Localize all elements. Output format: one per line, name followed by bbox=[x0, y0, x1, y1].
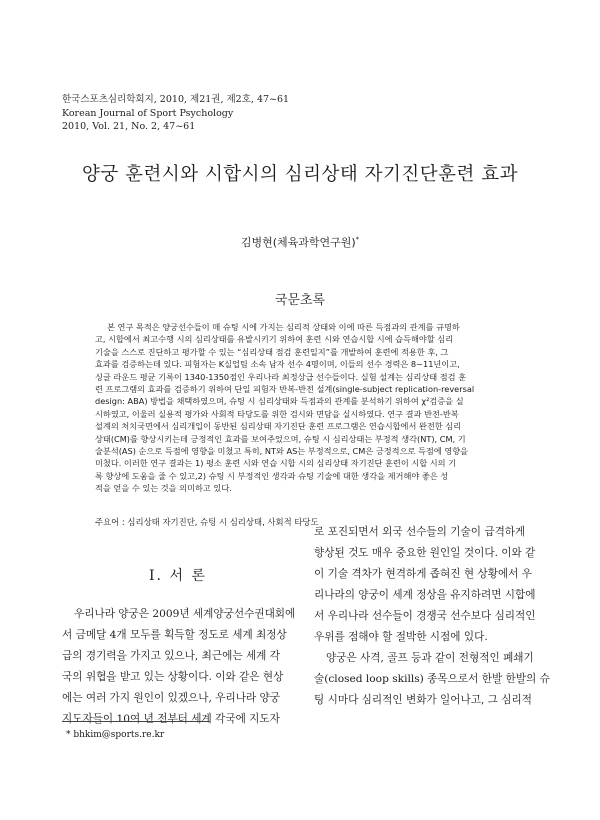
body-text-line: 로 포진되면서 외국 선수들의 기술이 급격하게 bbox=[314, 526, 526, 538]
abstract-body bbox=[95, 321, 510, 495]
body-text-line: 급의 경기력을 가지고 있으나, 최근에는 세계 각 bbox=[62, 650, 281, 662]
body-text-line: 술(closed loop skills) 종목으로서 한발 한발의 슈 bbox=[314, 673, 550, 685]
section-heading-introduction: Ⅰ. 서 론 bbox=[149, 568, 207, 584]
body-text-line: 지도자들이 10여 년 전부터 세계 각국에 지도자 bbox=[62, 713, 280, 725]
abstract-line: 상태(CM)를 향상시키는데 긍정적인 효과를 보여주었으며, 슈팅 시 심리상태는 부정적 생각(NT), CM, 기 bbox=[95, 433, 466, 444]
abstract-line: 고, 시합에서 최고수행 시의 심리상태를 유발시키기 위하여 훈련 시와 연습시합 시에 습득해야할 심리 bbox=[95, 334, 454, 345]
body-text-line: 리나라의 양궁이 세계 정상을 유지하려면 시합에 bbox=[314, 589, 536, 601]
abstract-line: 설계의 처치국면에서 심리개입이 동반된 심리상태 자기진단 훈련 프로그램은 연습시합에서 완전한 심리 bbox=[95, 421, 462, 432]
author-line bbox=[0, 234, 600, 250]
footnote-email: * bhkim@sports.re.kr bbox=[66, 730, 165, 740]
abstract-heading: 국문초록 bbox=[274, 293, 326, 308]
abstract-line: 련 프로그램의 효과를 검증하기 위하여 단일 피험자 반복-반전 설계(single-subject replication-reversal bbox=[95, 384, 475, 395]
body-text-line: 팅 시마다 심리적인 변화가 일어나고, 그 심리적 bbox=[314, 694, 533, 706]
body-text-line: 에는 여러 가지 원인이 있겠으나, 우리나라 양궁 bbox=[62, 692, 281, 704]
body-text-line: 양궁은 사격, 골프 등과 같이 전형적인 폐쇄기 bbox=[326, 652, 534, 664]
author-name: 김병현(체육과학연구원) bbox=[240, 236, 356, 249]
abstract-line: 본 연구 목적은 양궁선수들이 매 슈팅 시에 가지는 심리적 상태와 이에 따른 득점과의 관계를 규명하 bbox=[107, 322, 460, 332]
body-text-line: 향상된 것도 매우 중요한 원인일 것이다. 이와 같 bbox=[314, 547, 536, 559]
abstract-line: 시하였고, 이울러 실용적 평가와 사회적 타당도를 위한 검시와 면담을 실시하였다. 연구 결과 반전-반복 bbox=[95, 408, 459, 419]
body-text-line: 서 우리나라 선수들이 경쟁국 선수보다 심리적인 bbox=[314, 610, 536, 622]
abstract-line: 미쳤다. 이러한 연구 결과는 1) 평소 훈련 시와 연습 시합 시의 심리상태 자기진단 훈련이 시합 시의 기 bbox=[95, 458, 457, 469]
abstract-line: design: ABA) 방법을 채택하였으며, 슈팅 시 심리상태와 득점과의 관계를 분석하기 위하여 χ²검증을 실 bbox=[95, 396, 464, 407]
body-text-line: 이 기술 격차가 현격하게 좁혀진 현 상황에서 우 bbox=[314, 568, 533, 580]
body-text-line: 우리나라 양궁은 2009년 세계양궁선수권대회에 bbox=[74, 608, 296, 620]
keywords: 주요어 : 심리상태 자기진단, 슈팅 시 심리상태, 사회적 타당도 bbox=[95, 517, 319, 527]
journal-info bbox=[62, 93, 289, 134]
footnote-divider bbox=[62, 721, 210, 722]
abstract-line: 록 향상에 도움을 줄 수 있고,2) 슈팅 시 부정적인 생각과 슈팅 기술에 대한 생각을 제거해야 좋은 성 bbox=[95, 470, 449, 481]
journal-citation-korean: 한국스포츠심리학회지, 2010, 제21권, 제2호, 47~61 bbox=[62, 94, 290, 105]
abstract-line: 적을 얻을 수 있는 것을 의미하고 있다. bbox=[95, 483, 232, 494]
journal-name-english: Korean Journal of Sport Psychology bbox=[62, 107, 234, 119]
paper-title: 양궁 훈련시와 시합시의 심리상태 자기진단훈련 효과 bbox=[81, 164, 519, 185]
author-footnote-mark: * bbox=[355, 235, 360, 244]
abstract-line: 효과를 검증하는데 있다. 피험자는 K실업팀 소속 남자 선수 4명이며, 이들의 선수 경력은 8~11년이고, bbox=[95, 359, 460, 370]
abstract-line: 싱글 라운드 평균 기록이 1340-1350점인 우리나라 최정상급 선수들이다. 실험 설계는 심리상태 점검 훈 bbox=[95, 371, 467, 382]
abstract-line: 기술을 스스로 진단하고 평가할 수 있는 “심리상태 점검 훈련일지”를 개발하여 훈련에 적용한 후, 그 bbox=[95, 346, 449, 357]
body-text-line: 서 금메달 4개 모두를 획득할 정도로 세계 최정상 bbox=[62, 629, 287, 641]
body-column-left bbox=[62, 604, 294, 730]
abstract-line: 술분석(AS) 순으로 득점에 영향을 미쳤고 특히, NT와 AS는 부정적으로, CM은 긍정적으로 득점에 영향을 bbox=[95, 446, 469, 457]
body-column-right bbox=[314, 522, 550, 711]
journal-citation-english: 2010, Vol. 21, No. 2, 47~61 bbox=[62, 121, 196, 132]
body-text-line: 국의 위협을 받고 있는 상황이다. 이와 같은 현상 bbox=[62, 671, 284, 683]
body-text-line: 우위를 점해야 할 절박한 시점에 있다. bbox=[314, 631, 488, 643]
